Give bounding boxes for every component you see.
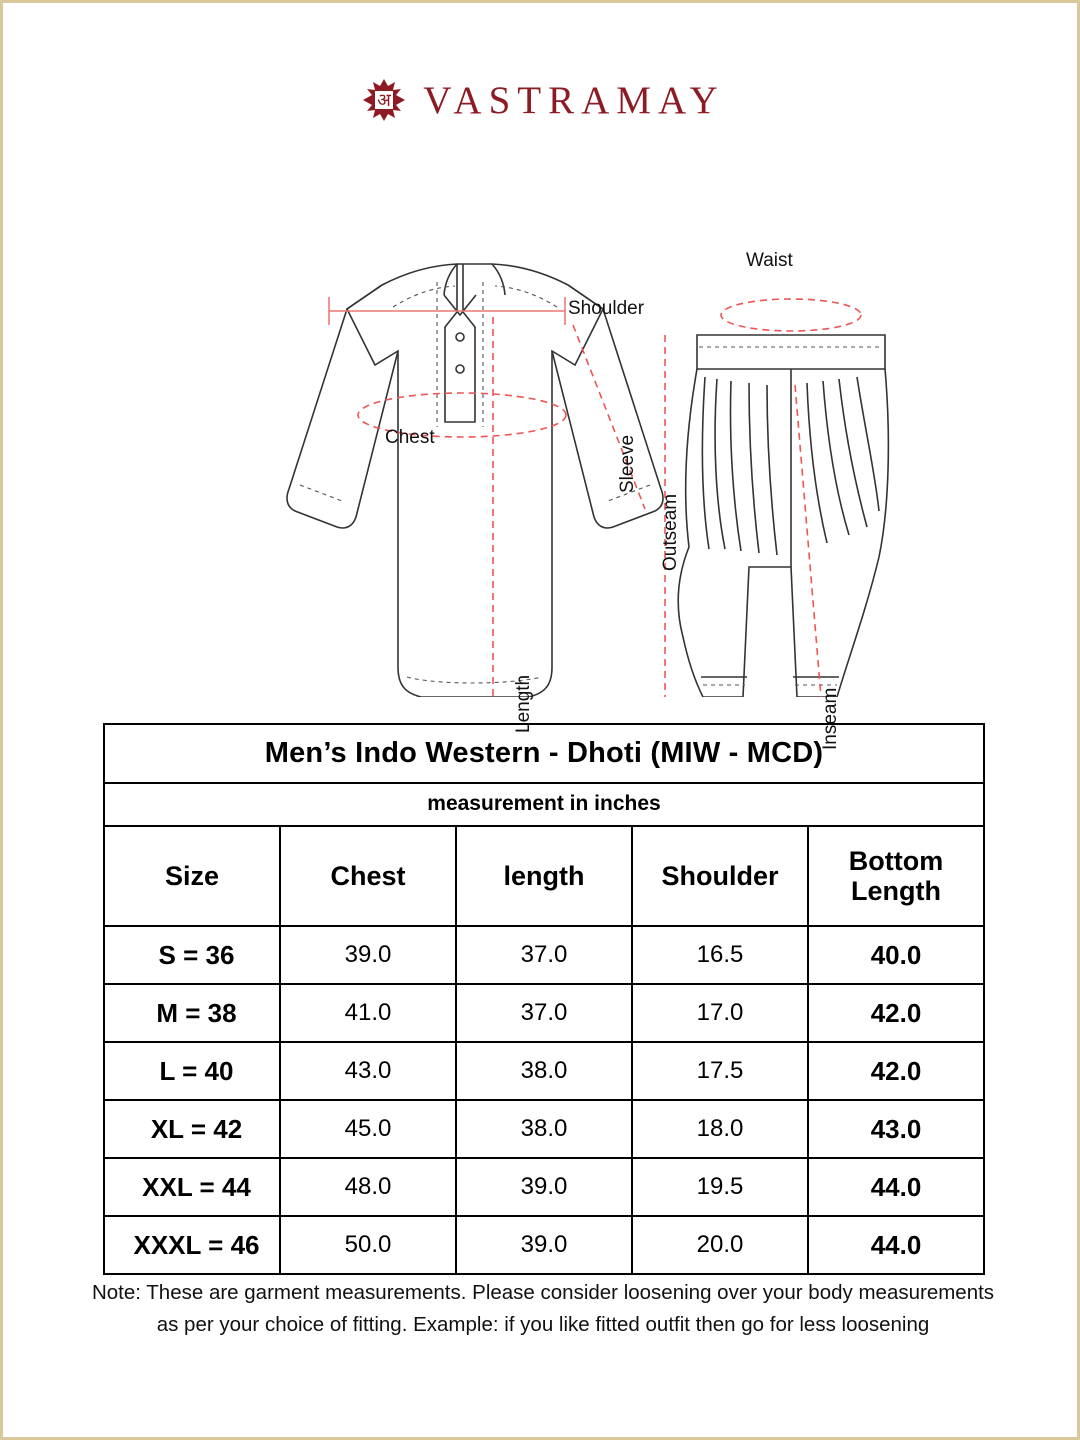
cell-size: S = 36: [104, 926, 280, 984]
svg-text:अ: अ: [377, 90, 392, 110]
vastramay-monogram-icon: [361, 77, 407, 123]
cell-bottom-length: 43.0: [808, 1100, 984, 1158]
table-title: Men’s Indo Western - Dhoti (MIW - MCD): [104, 724, 984, 783]
table-row: [104, 926, 984, 984]
table-subtitle-row: [104, 783, 984, 826]
label-length: Length: [513, 674, 534, 733]
brand-header: [37, 67, 1049, 133]
label-waist: Waist: [746, 250, 793, 271]
note-line-1: Note: These are garment measurements. Please consider loosening over your body measurements: [91, 1281, 995, 1304]
note-line-2: as per your choice of fitting. Example: if you like fitted outfit then go for less loosening: [156, 1312, 930, 1336]
cell-length: 37.0: [456, 926, 632, 984]
header-length: length: [456, 826, 632, 926]
cell-shoulder: 17.0: [632, 984, 808, 1042]
table-row: [104, 1100, 984, 1158]
cell-size: M = 38: [104, 984, 280, 1042]
kurta-outline-icon: [287, 264, 663, 697]
label-inseam: Inseam: [820, 687, 841, 750]
cell-size: XXXL = 46: [104, 1216, 280, 1274]
cell-chest: 50.0: [280, 1216, 456, 1274]
cell-shoulder: 19.5: [632, 1158, 808, 1216]
label-shoulder: Shoulder: [568, 298, 645, 319]
label-chest: Chest: [385, 427, 435, 448]
cell-shoulder: 17.5: [632, 1042, 808, 1100]
label-outseam: Outseam: [660, 493, 681, 571]
cell-shoulder: 18.0: [632, 1100, 808, 1158]
cell-length: 37.0: [456, 984, 632, 1042]
table-title-row: [104, 724, 984, 783]
cell-length: 39.0: [456, 1216, 632, 1274]
cell-chest: 43.0: [280, 1042, 456, 1100]
cell-size: XXL = 44: [104, 1158, 280, 1216]
cell-size: L = 40: [104, 1042, 280, 1100]
cell-bottom-length: 42.0: [808, 1042, 984, 1100]
garment-diagram: [37, 137, 1049, 750]
cell-chest: 41.0: [280, 984, 456, 1042]
cell-shoulder: 16.5: [632, 926, 808, 984]
cell-length: 39.0: [456, 1158, 632, 1216]
cell-bottom-length: 40.0: [808, 926, 984, 984]
table-subtitle: measurement in inches: [104, 783, 984, 826]
header-size: Size: [104, 826, 280, 926]
header-shoulder: Shoulder: [632, 826, 808, 926]
header-bottom-length: [808, 826, 984, 926]
header-bottom-line1: Bottom: [848, 845, 944, 876]
header-bottom-line2: Length: [851, 876, 941, 906]
cell-chest: 48.0: [280, 1158, 456, 1216]
cell-chest: 39.0: [280, 926, 456, 984]
table-row: [104, 1042, 984, 1100]
brand-name: VASTRAMAY: [423, 78, 725, 122]
table-header-row: [104, 826, 984, 926]
table-row: [104, 1216, 984, 1274]
cell-bottom-length: 42.0: [808, 984, 984, 1042]
cell-bottom-length: 44.0: [808, 1216, 984, 1274]
header-chest: Chest: [280, 826, 456, 926]
cell-bottom-length: 44.0: [808, 1158, 984, 1216]
page-content: [37, 37, 1049, 1409]
table-row: [104, 984, 984, 1042]
label-sleeve: Sleeve: [617, 434, 638, 493]
measurement-note: [49, 1277, 1037, 1341]
size-table-wrapper: [103, 723, 983, 1275]
cell-shoulder: 20.0: [632, 1216, 808, 1274]
cell-length: 38.0: [456, 1100, 632, 1158]
garment-outline-svg: [37, 137, 1049, 697]
cell-chest: 45.0: [280, 1100, 456, 1158]
cell-size: XL = 42: [104, 1100, 280, 1158]
dhoti-pant-outline-icon: [678, 335, 888, 697]
cell-length: 38.0: [456, 1042, 632, 1100]
table-row: [104, 1158, 984, 1216]
size-table: [103, 723, 985, 1275]
